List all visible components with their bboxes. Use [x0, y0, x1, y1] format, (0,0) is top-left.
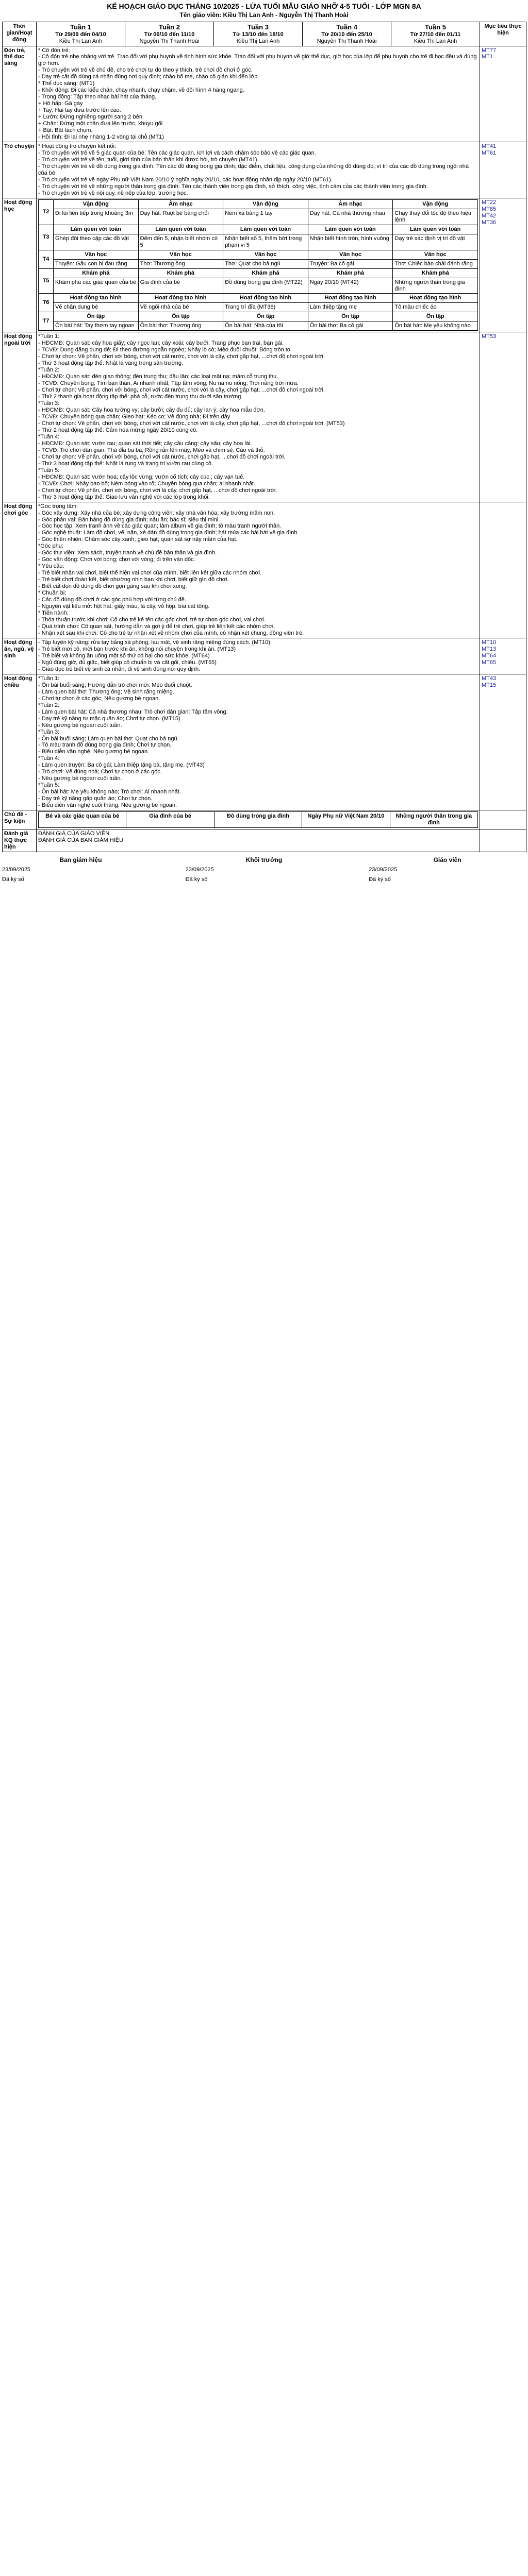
row-targets: MT53 [480, 332, 526, 502]
learning-subject: Làm quen với toán [308, 225, 393, 234]
content-line: - Góc phân vai: Bán hàng đồ dùng gia đình; nấu ăn; bác sĩ; siêu thị mini. [38, 516, 220, 523]
plan-row [3, 638, 526, 674]
plan-row [3, 502, 526, 638]
content-line: + Chân: Đứng một chân đưa lên trước, khuỵu gối [38, 121, 163, 127]
plan-title: KẾ HOẠCH GIÁO DỤC THÁNG 10/2025 - LỨA TUỔI MẪU GIÁO NHỠ 4-5 TUỔI - LỚP MGN 8A [107, 2, 421, 10]
day-label: T3 [39, 225, 54, 250]
content-line: - Thứ 3 hoạt động tập thể: Giao lưu văn nghệ với các lớp trong khối. [38, 494, 210, 500]
learning-topic: Tô màu chiếc áo [393, 303, 478, 312]
content-line: - Ôn bài hát: Mẹ yêu không nào; Trò chơi: Ai nhanh nhất. [38, 789, 181, 795]
signature-bgh: Ban giám hiệu 23/09/2025 Đã ký số [2, 856, 102, 883]
content-line: - Biểu diễn văn nghệ; Nêu gương bé ngoan. [38, 749, 150, 755]
learning-head-row [39, 268, 478, 278]
content-line: - Dạy trẻ cất đồ dùng cá nhân đúng nơi quy định; chào bố mẹ, chào cô giáo khi đến lớp. [38, 74, 259, 80]
learning-subject: Hoạt động tạo hình [54, 294, 139, 303]
content-line: - HĐCMĐ: Quan sát: đèn giao thông; đèn trung thu; đầu lân; các loại mặt nạ; mâm cỗ trung thu. [38, 374, 278, 380]
content-line: - Chơi tự chọn: Vẽ phấn, chơi với bóng, chơi với cát nước, chơi gấp hạt, ...chơi đồ chơi ngoài trời. [38, 453, 286, 460]
content-line: - Nguyên vật liệu mở: hột hạt, giấy màu, lá cây, vỏ hộp, bìa cát tông. [38, 603, 210, 610]
content-line: - Các đồ dùng đồ chơi ở các góc phù hợp với từng chủ đề. [38, 597, 186, 603]
content-line: *Góc trọng tâm: [38, 503, 78, 510]
learning-table [38, 199, 478, 331]
learning-subject: Ôn tập [223, 312, 308, 321]
learning-topic: Chạy thay đổi tốc độ theo hiệu lệnh [393, 209, 478, 225]
learning-topic: Ngày 20/10 (MT42) [308, 278, 393, 294]
content-line: ĐÁNH GIÁ CỦA BAN GIÁM HIỆU [38, 837, 124, 844]
learning-topic: Ôn bài thơ: Thương ông [138, 321, 223, 331]
learning-subject: Khám phá [308, 268, 393, 278]
content-line: - Thứ 2 hoạt động tập thể: Cắm hoa mừng ngày 20/10 cùng cô. [38, 427, 198, 433]
learning-subject: Âm nhạc [308, 199, 393, 209]
content-line: + Hô hấp: Gà gáy [38, 100, 83, 107]
content-line: - Biểu diễn văn nghệ cuối tháng; Nêu gương bé ngoan. [38, 802, 177, 809]
learning-subject: Ôn tập [393, 312, 478, 321]
content-line: *Góc phụ: [38, 543, 63, 550]
content-line: *Tuần 3: [38, 400, 60, 407]
content-line: - HĐCMĐ: Quan sát: vườn rau; quan sát thời tiết; cây cầu cảng; cây sấu; cây hoa lài. [38, 440, 252, 447]
row-activity: Chủ đề - Sự kiện [3, 810, 37, 829]
content-line: * Cô đón trẻ: [38, 47, 70, 54]
learning-subject: Văn học [138, 250, 223, 259]
learning-subject: Hoạt động tạo hình [308, 294, 393, 303]
learning-head-row [39, 312, 478, 321]
learning-topic: Ném xa bằng 1 tay [223, 209, 308, 225]
header-row [3, 22, 526, 46]
signature-giao-vien: Giáo viên 23/09/2025 Đã ký số [369, 856, 461, 883]
content-line: *Tuần 5: [38, 467, 60, 473]
content-line: * Chuẩn bị: [38, 590, 67, 597]
signature-row [2, 856, 526, 883]
plan-row [3, 674, 526, 810]
learning-body-row [39, 278, 478, 294]
header-activity: Thời gian/Hoạt động [3, 22, 37, 46]
content-line: *Tuần 1: [38, 675, 60, 682]
learning-topic: Nhận biết hình tròn, hình vuông [308, 234, 393, 250]
learning-topic: Dạy hát: Cả nhà thương nhau [308, 209, 393, 225]
row-content [37, 829, 480, 852]
document [0, 0, 528, 883]
content-line: + Lườn: Đứng nghiêng người sang 2 bên. [38, 114, 144, 121]
content-line: - HĐCMĐ: Quan sát: Cây hoa tường vy; cây bưởi; cây đu đủ; cây lan ý; cây hoa mẫu đơn. [38, 407, 265, 414]
content-line: *Tuần 4: [38, 755, 60, 762]
learning-topic: Dạy hát: Ruột bé bằng chổi [138, 209, 223, 225]
content-line: - Góc vận động: Chơi với bóng; chơi với vòng; đi trên ván dốc. [38, 556, 195, 563]
learning-subject: Văn học [308, 250, 393, 259]
row-targets [480, 502, 526, 638]
content-line: - Tô màu tranh đồ dùng trong gia đình; Chơi tự chọn. [38, 742, 172, 749]
content-line: - TCVĐ: Chuyền bóng; Tìm bạn thân; Ai nhanh nhất; Tập tầm vông; Nu na nu nống; Trời nắng trời mưa. [38, 380, 299, 387]
header-week-4: Tuần 4 Từ 20/10 đến 25/10 Nguyễn Thị Thanh Hoài [303, 22, 391, 46]
content-line: *Tuần 1: [38, 333, 60, 340]
content-line: - Dạy trẻ kỹ năng tự mặc quần áo; Chơi tự chọn. (MT15) [38, 715, 180, 722]
content-line: + Tay: Hai tay đưa trước lên cao. [38, 107, 121, 114]
learning-head-row [39, 250, 478, 259]
theme-cell: Đồ dùng trong gia đình [214, 812, 302, 828]
learning-subject: Hoạt động tạo hình [223, 294, 308, 303]
learning-topic: Ôn bài thơ: Ba cô gái [308, 321, 393, 331]
content-line: - Ngủ đúng giờ, đủ giấc, biết giúp cô chuẩn bị và cất gối, chiếu. (MT65) [38, 659, 217, 666]
learning-subject: Âm nhạc [138, 199, 223, 209]
content-line: - Góc thư viện: Xem sách, truyện tranh về chủ đề bản thân và gia đình. [38, 550, 217, 556]
row-content [37, 332, 480, 502]
content-line: *Tuần 3: [38, 728, 60, 735]
content-line: - Dạy trẻ kỹ năng gấp quần áo; Chơi tự chọn. [38, 795, 153, 802]
learning-subject: Hoạt động tạo hình [393, 294, 478, 303]
row-activity: Đón trẻ, thể dục sáng [3, 46, 37, 142]
row-content [37, 502, 480, 638]
content-line: - Biết cất dọn đồ dùng đồ chơi gọn gàng sau khi chơi xong. [38, 583, 187, 590]
learning-subject: Văn học [393, 250, 478, 259]
content-line: - Trò chuyện với trẻ về những người thân trong gia đình: Tên các thành viên trong gia đình, sở thích, công việc, tình cảm của các thành viên trong gia đình. [38, 183, 428, 190]
content-line: - Làm quen bài hát: Cả nhà thương nhau; Trò chơi dân gian: Tập tầm vông. [38, 708, 228, 715]
content-line: - Chơi tự chọn: Vẽ phấn, chơi với bóng, chơi với cát nước, chơi với lá cây, chơi gấp hạt, ...chơi đồ chơi ngoài trời. [38, 387, 325, 394]
learning-body-row [39, 303, 478, 312]
learning-subject: Vận động [223, 199, 308, 209]
content-line: - Nêu gương bé ngoan cuối tuần. [38, 775, 122, 782]
learning-subject: Văn học [223, 250, 308, 259]
learning-subject: Làm quen với toán [223, 225, 308, 234]
row-targets [480, 810, 526, 829]
content-line: - Chơi tự chọn: Vẽ phấn, chơi với bóng, chơi với lá cây, chơi gấp hạt, ...chơi đồ chơi ngoài trời. [38, 487, 277, 494]
content-line: - Góc nghệ thuật: Làm đồ chơi, vẽ, nặn, xé dán đồ dùng trong gia đình; hát múa các bài hát về gia đình. [38, 530, 299, 536]
row-activity: Hoạt động chơi góc [3, 502, 37, 638]
row-content [37, 46, 480, 142]
content-line: - Nhận xét sau khi chơi: Cô cho trẻ tự nhận xét về nhóm chơi của mình, cô nhận xét chung, động viên trẻ. [38, 630, 304, 636]
content-line: - Làm quen truyện: Ba cô gái; Làm thiệp tặng bà, tặng mẹ. (MT43) [38, 762, 205, 769]
learning-topic: Thơ: Chiếc bàn chải đánh răng [393, 259, 478, 268]
content-line: - Trẻ biết mời cô, mời bạn trước khi ăn, không nói chuyện trong khi ăn. (MT13) [38, 646, 236, 652]
learning-subject: Làm quen với toán [393, 225, 478, 234]
plan-row [3, 142, 526, 198]
learning-head-row [39, 225, 478, 234]
content-line: - Trọng động: Tập theo nhạc bài hát của tháng. [38, 94, 157, 100]
row-targets: MT10 MT13 MT64 MT65 [480, 638, 526, 674]
learning-subject: Khám phá [223, 268, 308, 278]
header-week-5: Tuần 5 Từ 27/10 đến 01/11 Kiều Thị Lan Anh [391, 22, 480, 46]
content-line: - Trò chuyện với trẻ về tên, tuổi, giới tính của bản thân khi được hỏi, trò chuyện (MT41). [38, 157, 259, 163]
plan-row [3, 810, 526, 829]
learning-topic: Ôn bài hát: Tay thơm tay ngoan [54, 321, 139, 331]
row-activity: Hoạt động chiều [3, 674, 37, 810]
content-line: - Làm quen bài thơ: Thương ông; Vệ sinh răng miệng. [38, 688, 174, 695]
learning-topic: Khám phá các giác quan của bé [54, 278, 139, 294]
content-line: - Thứ 3 hoạt động tập thể: Nhặt lá vàng trong sân trường. [38, 360, 184, 367]
content-line: - Quá trình chơi: Cô quan sát, hướng dẫn và gợi ý để trẻ chơi, giúp trẻ liên kết các nhóm chơi. [38, 623, 275, 630]
content-line: *Tuần 2: [38, 367, 60, 374]
content-line: - Trò chuyện với trẻ về ngày Phụ nữ Việt Nam 20/10 ý nghĩa ngày 20/10, các hoạt động nhân dịp ngày 20/10 (MT61). [38, 176, 333, 183]
row-activity: Đánh giá KQ thực hiện [3, 829, 37, 852]
row-targets: MT77 MT1 [480, 46, 526, 142]
day-label: T6 [39, 294, 54, 312]
content-line: * Yêu cầu: [38, 563, 64, 570]
day-label: T7 [39, 312, 54, 331]
content-line: - Trò chuyện với trẻ về chủ đề, cho trẻ chơi tự do theo ý thích, trẻ chơi đồ chơi ở góc. [38, 67, 253, 74]
learning-subject: Làm quen với toán [54, 225, 139, 234]
content-line: + Bật: Bật tách chụm. [38, 127, 93, 134]
learning-topic: Ôn bài hát: Mẹ yêu không nào [393, 321, 478, 331]
content-line: - Thỏa thuận trước khi chơi: Cô cho trẻ kể tên các góc chơi, trẻ tự chọn góc chơi, vai chơi. [38, 617, 266, 623]
content-line: - Chơi tự chọn: Vẽ phấn, chơi với bóng, chơi với cát nước, chơi với lá cây, chơi gấp hạt, ...chơi đồ chơi ngoài trời. [38, 353, 325, 360]
header-week-1: Tuần 1 Từ 29/09 đến 04/10 Kiều Thị Lan Anh [37, 22, 125, 46]
content-line: - TCVĐ: Trò chơi dân gian: Thả đỉa ba ba; Rồng rắn lên mây; Mèo và chim sẻ; Cáo và thỏ. [38, 447, 265, 453]
row-content [37, 142, 480, 198]
content-line: - Thứ 3 hoạt động tập thể: Nhặt lá rụng và trang trí vườn rau cùng cô. [38, 460, 213, 467]
header-week-2: Tuần 2 Từ 06/10 đến 11/10 Nguyễn Thị Thanh Hoài [125, 22, 214, 46]
learning-topic: Ôn bài hát: Nhà của tôi [223, 321, 308, 331]
signature-khoi-truong: Khối trưởng 23/09/2025 Đã ký số [185, 856, 283, 883]
learning-topic: Ghép đôi theo cặp các đồ vật [54, 234, 139, 250]
learning-subject: Khám phá [138, 268, 223, 278]
day-label: T4 [39, 250, 54, 268]
learning-body-row [39, 234, 478, 250]
row-activity: Hoạt động ngoài trời [3, 332, 37, 502]
learning-topic: Vẽ ngôi nhà của bé [138, 303, 223, 312]
header-target: Mục tiêu thực hiện [480, 22, 526, 46]
learning-topic: Đồ dùng trong gia đình (MT22) [223, 278, 308, 294]
content-line: *Tuần 5: [38, 782, 60, 789]
row-content [37, 810, 480, 829]
content-line: - Chơi tự chọn ở các góc; Nêu gương bé ngoan. [38, 695, 160, 702]
row-content [37, 674, 480, 810]
plan-row [3, 829, 526, 852]
learning-body-row [39, 321, 478, 331]
learning-topic: Gia đình của bé [138, 278, 223, 294]
content-line: - HĐCMĐ: Quan sát: vườn hoa; cây lộc vừng; vườn cổ tích; cây cúc ; cây vạn tuế. [38, 473, 245, 480]
content-line: - TCVĐ: Dung dăng dung dẻ; Đi theo đường ngoằn ngoèo; Nhảy lò cò; Mèo đuổi chuột; Bóng tròn to. [38, 347, 292, 353]
content-line: - Hồi tĩnh: Đi lại nhẹ nhàng 1-2 vòng tại chỗ (MT1) [38, 134, 164, 141]
content-line: - TCVĐ: Chuyền bóng qua chân; Gieo hạt; Kéo co; Về đúng nhà; Đi trên dây [38, 413, 230, 420]
content-line: - Ôn bài buổi sáng; Hướng dẫn trò chơi mới: Mèo đuổi chuột. [38, 682, 192, 688]
learning-topic: Làm thiệp tặng mẹ [308, 303, 393, 312]
plan-body [3, 46, 526, 852]
learning-subject: Hoạt động tạo hình [138, 294, 223, 303]
content-line: - Trẻ biết nhận vai chơi, biết thể hiện vai chơi của mình, biết liên kết giữa các nhóm chơi. [38, 570, 262, 577]
learning-topic: Truyện: Ba cô gái [308, 259, 393, 268]
day-label: T5 [39, 268, 54, 294]
plan-table [2, 22, 526, 852]
content-line: - Góc thiên nhiên: Chăm sóc cây xanh; gieo hạt; quan sát sự nảy mầm của hạt. [38, 536, 238, 543]
learning-body-row [39, 209, 478, 225]
learning-subject: Vận động [393, 199, 478, 209]
learning-topic: Thơ: Thương ông [138, 259, 223, 268]
learning-topic: Đếm đến 5, nhận biết nhóm có 5 [138, 234, 223, 250]
row-content [37, 638, 480, 674]
row-targets: MT41 MT61 [480, 142, 526, 198]
row-activity: Trò chuyện [3, 142, 37, 198]
learning-subject: Ôn tập [308, 312, 393, 321]
themes-row [39, 812, 478, 828]
learning-topic: Dạy trẻ xác định vị trí đồ vật [393, 234, 478, 250]
content-line: - HĐCMĐ: Quan sát: cây hoa giấy; cây ngọc lan; cây xoài; cây bưởi; Trang phục bạn trai, bạn gái. [38, 340, 284, 347]
content-line: - Trò chuyện với trẻ về nội quy, nề nếp của lớp, trường học. [38, 190, 188, 196]
learning-subject: Văn học [54, 250, 139, 259]
row-activity: Hoạt động học [3, 198, 37, 332]
row-content [37, 198, 480, 332]
content-line: * Hoạt động trò chuyện kết nối: [38, 143, 117, 150]
learning-subject: Khám phá [393, 268, 478, 278]
content-line: - Trò chơi: Về đúng nhà; Chơi tự chọn ở các góc. [38, 769, 162, 775]
content-line: *Tuần 2: [38, 702, 60, 708]
theme-cell: Gia đình của bé [126, 812, 214, 828]
content-line: - Nêu gương bé ngoan cuối tuần. [38, 722, 122, 728]
learning-topic: Đi lùi liên tiếp trong khoảng 3m [54, 209, 139, 225]
content-line: ĐÁNH GIÁ CỦA GIÁO VIÊN [38, 831, 110, 837]
row-targets: MT22 MT85 MT42 MT36 [480, 198, 526, 332]
content-line: - Cô đón trẻ nhẹ nhàng với trẻ. Trao đổi với phụ huynh về tình hình sức khỏe. Trao đổi với phụ huynh về giờ thể dục, giờ học của lớp để phụ huynh cho trẻ đi học đều và đúng giờ hơn. [38, 54, 478, 67]
themes-table [38, 811, 478, 828]
content-line: * Tiến hành: [38, 610, 69, 617]
content-line: - TCVĐ: Chơi: Nhảy bao bố; Ném bóng vào rổ; Chuyền bóng qua chân; ai nhanh nhất. [38, 480, 255, 487]
content-line: - Trò chuyện với trẻ về đồ dùng trong gia đình: Tên các đồ dùng trong gia đình; đặc điểm, chất liệu, công dụng của những đồ dùng đó, vì trí của các đồ dùng trong ngôi nhà của bé. [38, 163, 471, 176]
row-activity: Hoạt động ăn, ngủ, vệ sinh [3, 638, 37, 674]
theme-cell: Những người thân trong gia đình [390, 812, 477, 828]
content-line: - Ôn bài buổi sáng; Làm quen bài thơ: Quạt cho bà ngủ. [38, 735, 179, 742]
theme-cell: Bé và các giác quan của bé [39, 812, 126, 828]
content-line: - Tập luyện kỹ năng: rửa tay bằng xà phòng, lau mặt, vệ sinh răng miệng đúng cách. (MT10) [38, 639, 270, 646]
plan-row [3, 198, 526, 332]
content-line: * Thể dục sáng: (MT1) [38, 80, 95, 87]
learning-topic: Thơ: Quạt cho bà ngủ [223, 259, 308, 268]
learning-head-row [39, 199, 478, 209]
content-line: - Trò chuyện với trẻ về 5 giác quan của bé: Tên các giác quan, ích lợi và cách chăm sóc bảo vệ các giác quan. [38, 150, 316, 157]
content-line: *Tuần 4: [38, 433, 60, 440]
learning-subject: Vận động [54, 199, 139, 209]
plan-row [3, 332, 526, 502]
day-label: T2 [39, 199, 54, 225]
learning-subject: Ôn tập [138, 312, 223, 321]
content-line: - Trẻ biết chơi đoàn kết, biết nhường nhịn bạn khi chơi, biết giữ gìn đồ chơi. [38, 577, 229, 583]
learning-topic: Nhận biết số 5, thêm bớt trong phạm vi 5 [223, 234, 308, 250]
teacher-names: Tên giáo viên: Kiều Thị Lan Anh - Nguyễn Thị Thanh Hoài [179, 11, 349, 19]
learning-topic: Vẽ chân dung bé [54, 303, 139, 312]
learning-subject: Khám phá [54, 268, 139, 278]
learning-body-row [39, 259, 478, 268]
plan-row [3, 46, 526, 142]
learning-topic: Truyện: Gấu con bị đau răng [54, 259, 139, 268]
learning-head-row [39, 294, 478, 303]
learning-topic: Những người thân trong gia đình [393, 278, 478, 294]
row-targets: MT43 MT15 [480, 674, 526, 810]
theme-cell: Ngày Phụ nữ Việt Nam 20/10 [302, 812, 390, 828]
content-line: - Giáo dục trẻ biết vệ sinh cá nhân, đi vệ sinh đúng nơi quy định. [38, 666, 201, 672]
row-targets [480, 829, 526, 852]
content-line: - Trẻ biết và không ăn uống một số thứ có hại cho sức khỏe. (MT64) [38, 652, 210, 659]
content-line: - Chơi tự chọn: Vẽ phấn, chơi với bóng, chơi với cát nước, chơi với lá cây, chơi gấp hạt, ...chơi đồ chơi ngoài trời. (MT53) [38, 420, 345, 427]
learning-subject: Ôn tập [54, 312, 139, 321]
header-week-3: Tuần 3 Từ 13/10 đến 18/10 Kiều Thị Lan Anh [214, 22, 303, 46]
learning-topic: Trang trí đĩa (MT36) [223, 303, 308, 312]
content-line: - Thứ 2 thanh gia hoạt động tập thể: phá cỗ, rước đèn trung thu dưới sân trường. [38, 394, 243, 400]
content-line: - Góc xây dựng: Xây nhà của bé; xây dựng công viên; xây nhà văn hóa; xây trường mầm non. [38, 510, 275, 516]
content-line: - Khởi động: Đi các kiểu chân, chạy nhanh, chạy chậm, về đội hình 4 hàng ngang. [38, 87, 244, 94]
content-line: - Góc học tập: Xem tranh ảnh về các giác quan; làm album về gia đình; tô màu tranh người thân. [38, 523, 282, 530]
learning-subject: Làm quen với toán [138, 225, 223, 234]
